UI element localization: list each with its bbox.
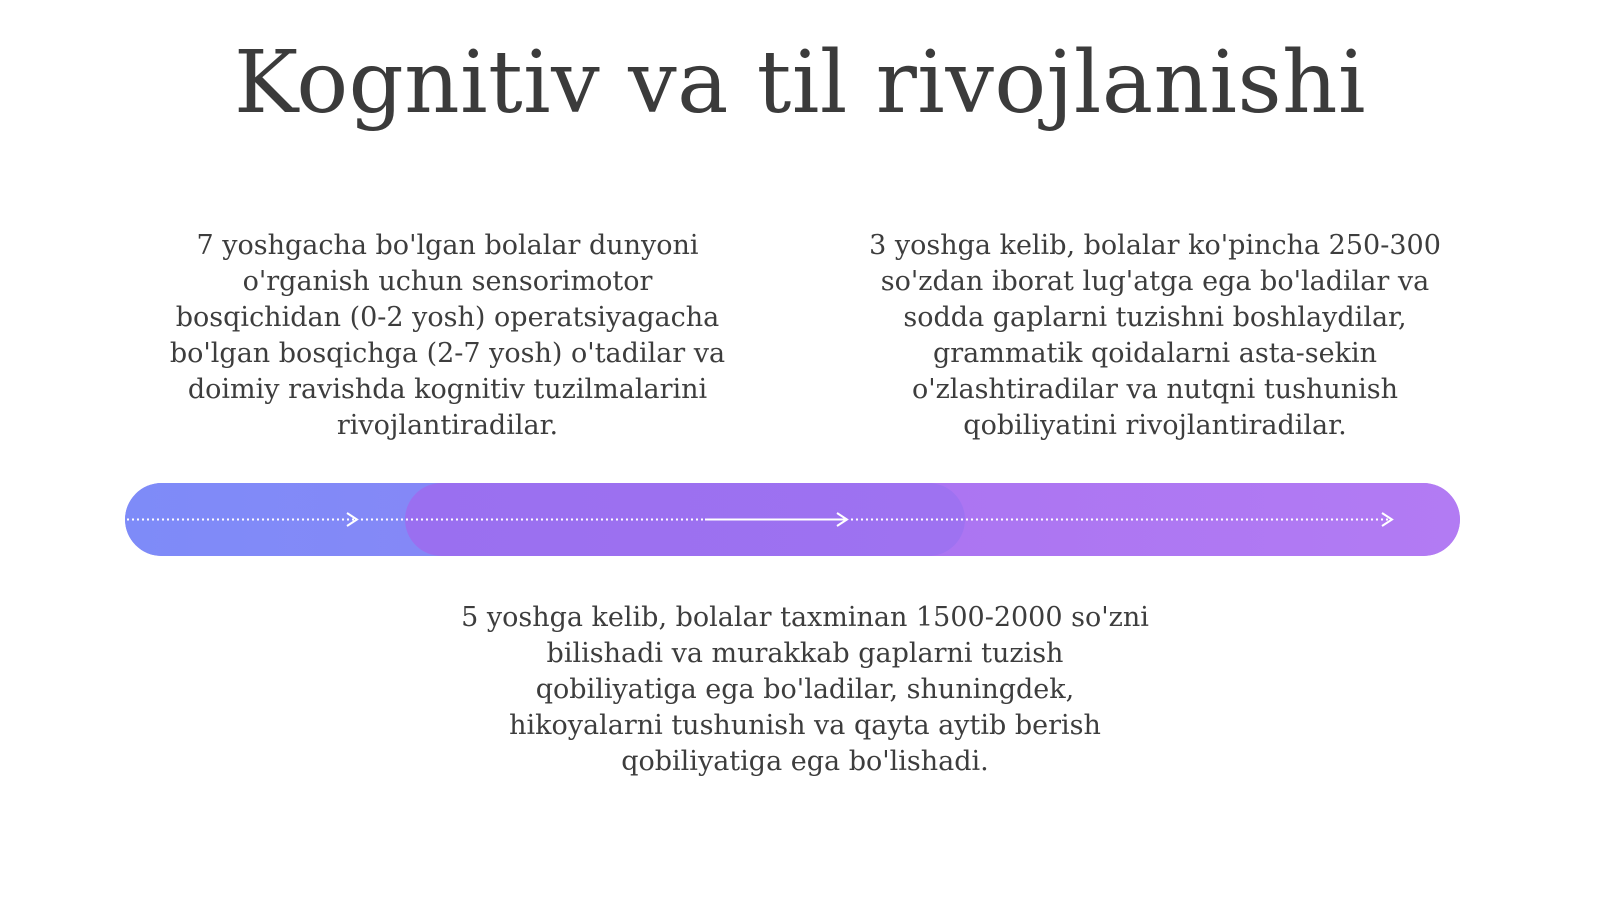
text-line: 7 yoshgacha bo'lgan bolalar dunyoni [196,230,699,261]
text-line: bo'lgan bosqichga (2-7 yosh) o'tadilar va [169,338,726,369]
text-block-cognitive [150,228,745,444]
slide-title: Kognitiv va til rivojlanishi [233,33,1367,133]
text-line: grammatik qoidalarni asta-sekin [932,338,1378,369]
text-line: hikoyalarni tushunish va qayta aytib berish [509,710,1101,741]
text-line: doimiy ravishda kognitiv tuzilmalarini [187,374,708,405]
text-line: qobiliyatini rivojlantiradilar. [963,410,1347,441]
text-line: bilishadi va murakkab gaplarni tuzish [546,638,1064,669]
text-line: o'zlashtiradilar va nutqni tushunish [911,374,1399,405]
timeline-bar [125,483,1460,556]
text-block-age-3 [855,228,1455,444]
text-block-age-5 [455,600,1155,780]
timeline-arrows [125,483,1460,556]
text-line: qobiliyatiga ega bo'lishadi. [621,746,989,777]
text-line: rivojlantiradilar. [336,410,559,441]
text-line: 3 yoshga kelib, bolalar ko'pincha 250-300 [869,230,1441,261]
text-line: o'rganish uchun sensorimotor [242,266,653,297]
text-line: so'zdan iborat lug'atga ega bo'ladilar va [880,266,1430,297]
text-line: bosqichidan (0-2 yosh) operatsiyagacha [175,302,720,333]
text-line: qobiliyatiga ega bo'ladilar, shuningdek, [535,674,1075,705]
text-line: 5 yoshga kelib, bolalar taxminan 1500-2000 so'zni [461,602,1149,633]
text-line: sodda gaplarni tuzishni boshlaydilar, [903,302,1407,333]
